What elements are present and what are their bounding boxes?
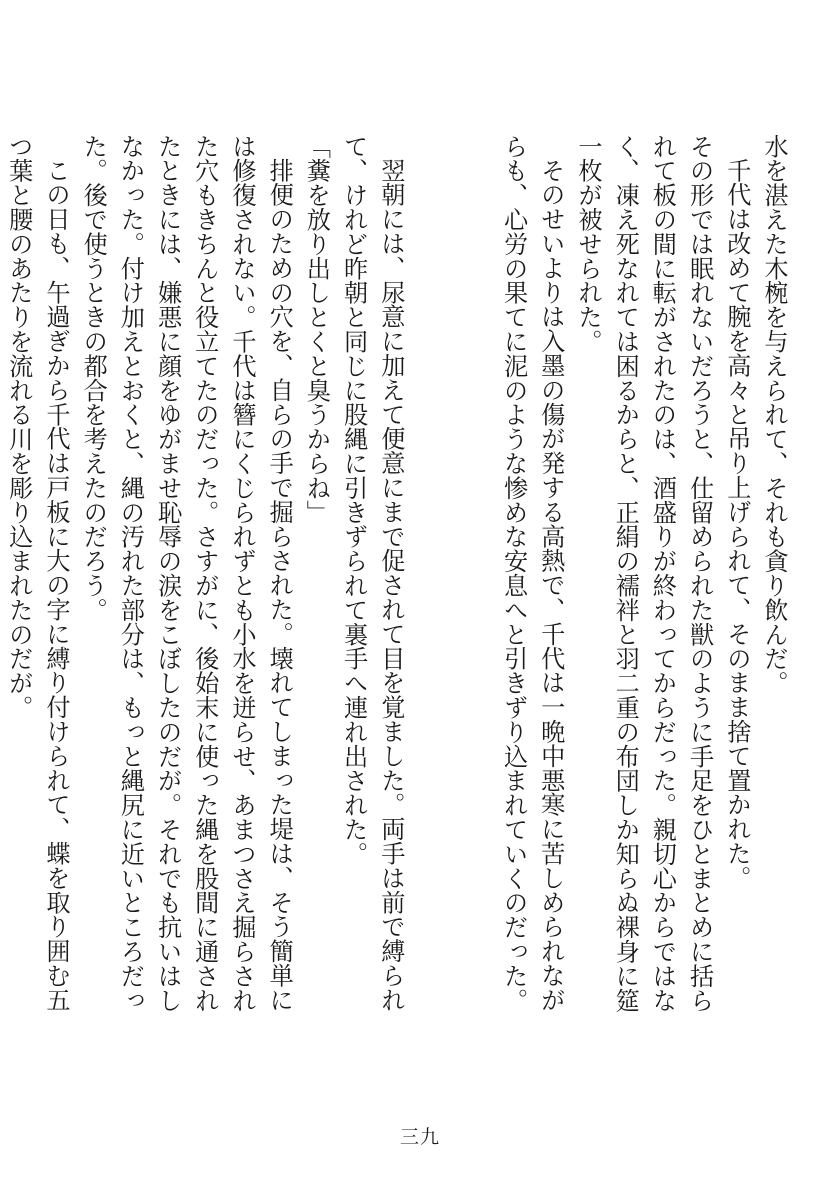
vertical-text-body <box>4 134 792 1014</box>
paragraph: 翌朝には、尿意に加えて便意にまで促されて目を覚ました。両手は前で縛られて、けれど昨朝と同じに股縄に引きずられて裏手へ連れ出された。 <box>339 134 405 1013</box>
paragraph: その形では眠れないだろうと、仕留められた獣のように手足をひとまとめに括られて板の間に転がされたのは、酒盛りが終わってからだった。親切心からではなく、凍え死なれては困るからと、正絹の襦袢と羽二重の布団しか知らぬ裸身に筵一枚が被せられた。 <box>573 134 714 1013</box>
page-number: 三九 <box>399 1126 440 1148</box>
paragraph-break <box>433 134 470 158</box>
paragraph: 千代は改めて腕を高々と吊り上げられて、そのまま捨て置かれた。 <box>722 158 751 891</box>
paragraph: 水を湛えた木椀を与えられて、それも貪り飲んだ。 <box>760 134 788 696</box>
paragraph: そのせいよりは入墨の傷が発する高熱で、千代は一晩中悪寒に苦しめられながらも、心労の果てに泥のような惨めな安息へと引きずり込まれていくのだった。 <box>499 134 565 1013</box>
paragraph: この日も、午過ぎから千代は戸板に大の字に縛り付けられて、蝶を取り囲む五つ葉と腰のあたりを流れる川を彫り込まれたのだが。 <box>4 134 70 1013</box>
paragraph: 「糞を放り出しとくと臭うからね」 <box>302 134 331 525</box>
paragraph: 排便のための穴を、自らの手で掘らされた。壊れてしまった堤は、そう簡単には修復されない。千代は簪にくじられずとも小水を迸らせ、あまつさえ掘らされた穴もきちんと役立てたのだった。さすがに、後始末に使った縄を股間に通されたときには、嫌悪に顔をゆがませ恥辱の涙をこぼしたのだが。それでも抗いはしなかった。付け加えとおくと、縄の汚れた部分は、もっと縄尻に近いところだった。後で使うときの都合を考えたのだろう。 <box>79 134 294 1013</box>
